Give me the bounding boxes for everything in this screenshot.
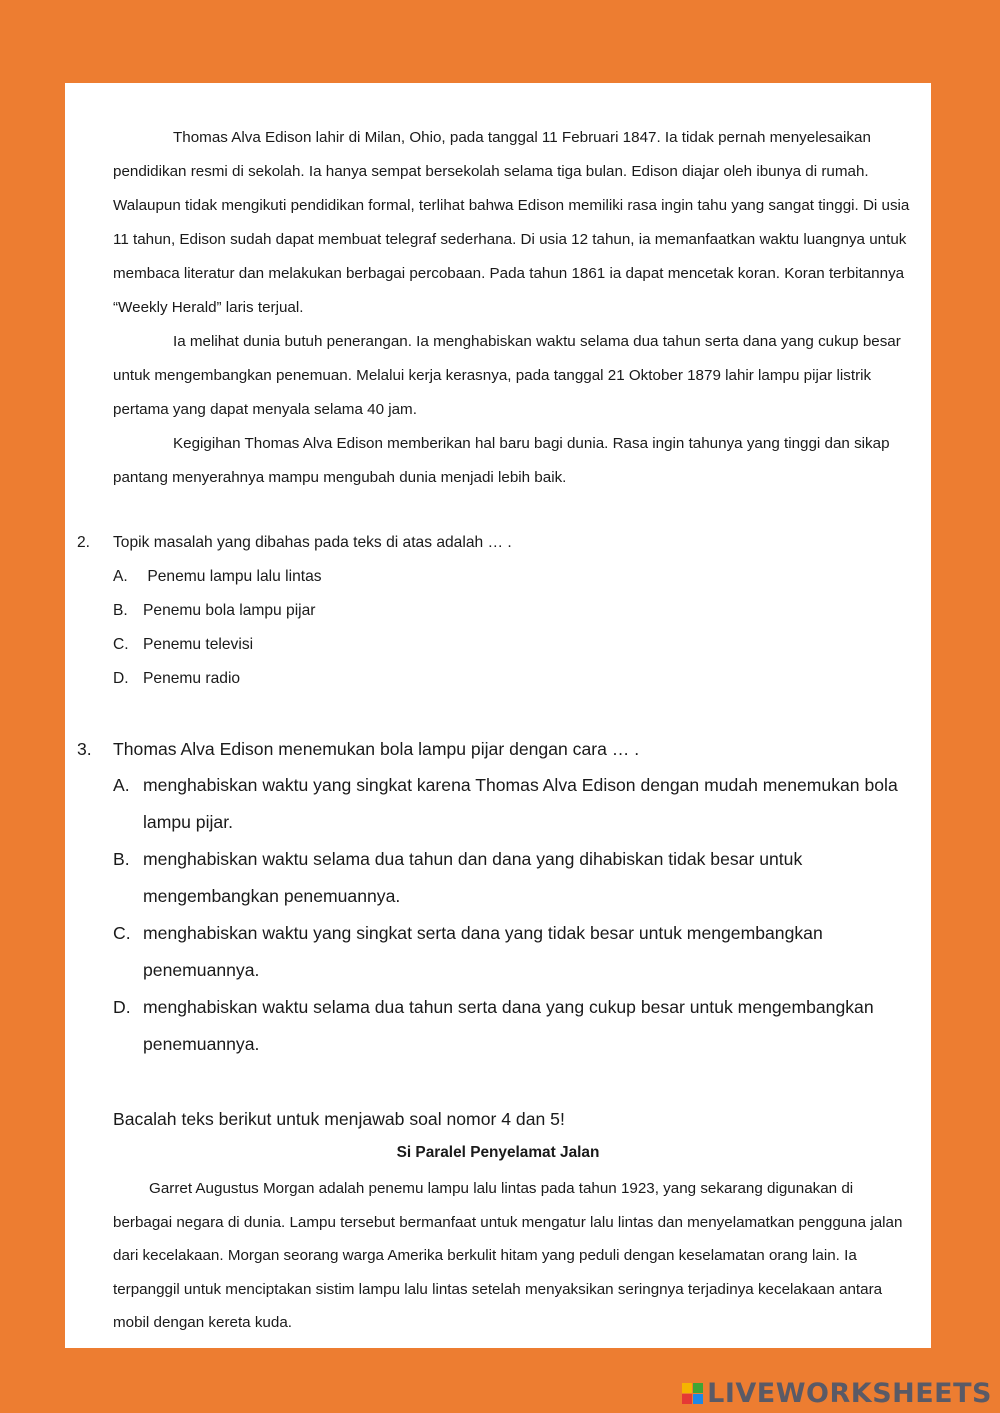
option-text: Penemu televisi [143, 636, 254, 653]
option-letter: A. [113, 568, 128, 585]
passage-paragraph: Ia melihat dunia butuh penerangan. Ia menghabiskan waktu selama dua tahun serta dana yang cukup besar untuk mengembangkan penemuan. Melalui kerja kerasnya, pada tanggal 21 Oktober 1879 lahir lampu pijar listrik pertama yang dapat menyala selama 40 jam. [113, 333, 901, 418]
option-text: menghabiskan waktu yang singkat serta dana yang tidak besar untuk mengembangkan penemuannya. [143, 923, 823, 980]
option-letter: B. [113, 849, 130, 869]
passage-edison [113, 121, 921, 495]
option-text: Penemu lampu lalu lintas [143, 568, 322, 585]
passage-paragraph: Kegigihan Thomas Alva Edison memberikan hal baru bagi dunia. Rasa ingin tahunya yang tinggi dan sikap pantang menyerahnya mampu mengubah dunia menjadi lebih baik. [113, 435, 890, 486]
passage-paragraph: Thomas Alva Edison lahir di Milan, Ohio, pada tanggal 11 Februari 1847. Ia tidak pernah menyelesaikan pendidikan resmi di sekolah. Ia hanya sempat bersekolah selama tiga bulan. Edison diajar oleh ibunya di rumah. Walaupun tidak mengikuti pendidikan formal, terlihat bahwa Edison memiliki rasa ingin tahu yang sangat tinggi. Di usia 11 tahun, Edison sudah dapat membuat telegraf sederhana. Di usia 12 tahun, ia memanfaatkan waktu luangnya untuk membaca literatur dan melakukan berbagai percobaan. Pada tahun 1861 ia dapat mencetak koran. Koran terbitannya “Weekly Herald” laris terjual. [113, 129, 910, 316]
passage-title: Si Paralel Penyelamat Jalan [396, 1144, 600, 1161]
worksheet-page [65, 83, 931, 1348]
option-letter: C. [113, 923, 131, 943]
answer-option-a[interactable] [113, 767, 907, 841]
option-letter: D. [113, 997, 131, 1017]
liveworksheets-logo-icon [682, 1383, 703, 1404]
question-text: Topik masalah yang dibahas pada teks di atas adalah … . [113, 534, 512, 551]
answer-options [77, 560, 897, 696]
answer-option-c[interactable] [113, 628, 897, 662]
option-text: menghabiskan waktu selama dua tahun serta dana yang cukup besar untuk mengembangkan penemuannya. [143, 997, 874, 1054]
answer-option-a[interactable] [113, 560, 897, 594]
question-text: Thomas Alva Edison menemukan bola lampu pijar dengan cara … . [113, 739, 640, 759]
answer-option-d[interactable] [113, 989, 907, 1063]
option-text: Penemu radio [143, 670, 241, 687]
answer-option-b[interactable] [113, 594, 897, 628]
passage-paragraph: Garret Augustus Morgan adalah penemu lampu lalu lintas pada tahun 1923, yang sekarang digunakan di berbagai negara di dunia. Lampu tersebut bermanfaat untuk mengatur lalu lintas dan menyelamatkan pengguna jalan dari kecelakaan. Morgan seorang warga Amerika berkulit hitam yang peduli dengan keselamatan orang lain. Ia terpanggil untuk menciptakan sistim lampu lalu lintas setelah menyaksikan seringnya terjadinya kecelakaan antara mobil dengan kereta kuda. [113, 1180, 903, 1331]
option-letter: C. [113, 636, 129, 653]
answer-options [77, 767, 907, 1063]
answer-option-c[interactable] [113, 915, 907, 989]
liveworksheets-logo[interactable] [682, 1376, 992, 1410]
option-text: menghabiskan waktu yang singkat karena Thomas Alva Edison dengan mudah menemukan bola lampu pijar. [143, 775, 898, 832]
option-letter: D. [113, 670, 129, 687]
answer-option-d[interactable] [113, 662, 897, 696]
question-number: 3. [77, 739, 92, 759]
passage-morgan [113, 1172, 913, 1340]
reading-instruction: Bacalah teks berikut untuk menjawab soal nomor 4 dan 5! [113, 1109, 565, 1129]
option-text: Penemu bola lampu pijar [143, 602, 316, 619]
question-3 [77, 731, 907, 1063]
option-letter: A. [113, 775, 130, 795]
option-text: menghabiskan waktu selama dua tahun dan dana yang dihabiskan tidak besar untuk mengembangkan penemuannya. [143, 849, 803, 906]
brand-name: LIVEWORKSHEETS [707, 1377, 992, 1409]
option-letter: B. [113, 602, 128, 619]
question-2 [77, 526, 897, 696]
question-number: 2. [77, 534, 91, 551]
answer-option-b[interactable] [113, 841, 907, 915]
